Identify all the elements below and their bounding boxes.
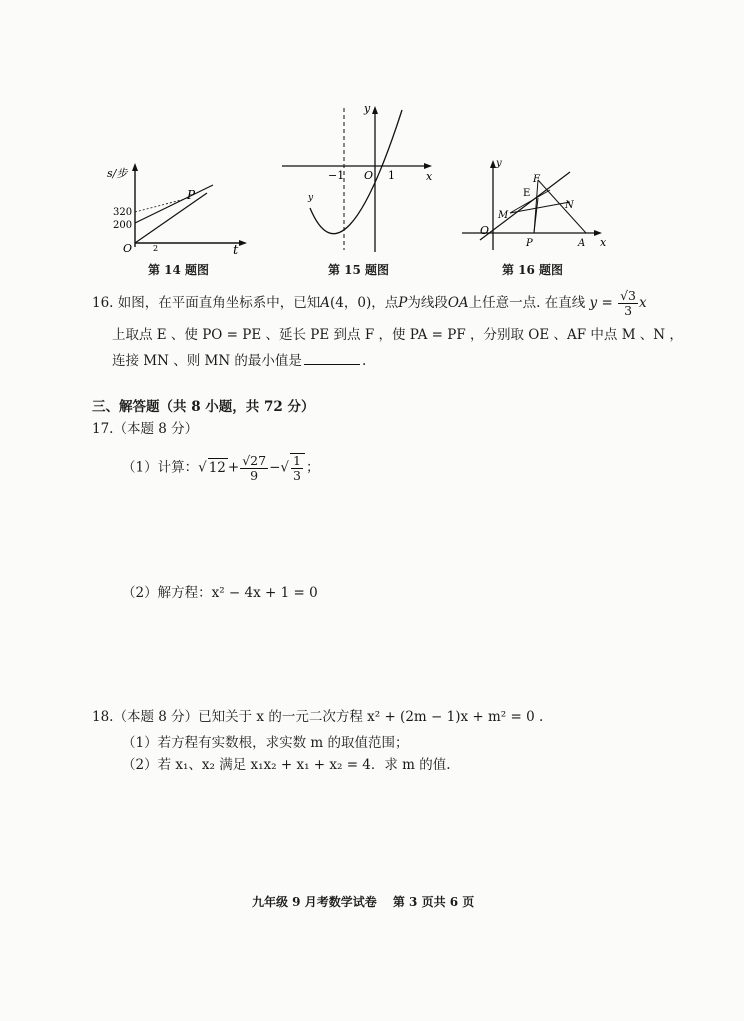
fig16-label-a: A [578,238,586,249]
q16-eq-numerator: √3 [620,288,637,303]
q17-p1-denominator: 9 [250,467,259,483]
fig14-x-label: t [233,243,239,255]
fig14-x-tick: 2 [153,244,159,253]
fig16-origin: O [480,224,490,237]
fig15-caption: 第 15 题图 [328,263,390,277]
fig16-y-label: y [496,158,502,169]
fig16-label-f: F [533,174,540,185]
q16-point-p: P [398,295,408,311]
q17-p1-label: （1）计算： [122,459,199,476]
q17-p1-radical: √ [198,459,207,476]
q16-line1 [92,289,647,318]
section3-title: 三、解答题（共 8 小题，共 72 分） [92,399,315,415]
fig14-tick-200: 200 [113,220,133,231]
q17-p1-plus: + [227,459,240,476]
q17-p1-denominator2: 3 [293,468,301,483]
figure-14 [105,155,255,255]
fig15-tick-1: 1 [388,169,395,182]
fig15-y-label: y [364,102,371,115]
page-footer: 九年级 9 月考数学试卷 第 3 页共 6 页 [252,895,475,909]
figure-15 [278,100,438,258]
q17-p1-numerator: √27 [242,452,267,468]
fig16-label-n: N [565,200,574,211]
q16-answer-blank[interactable] [304,352,360,365]
fig16-label-m: M [498,210,509,221]
fig14-point-p: P [187,188,196,202]
q17-p1-end: ； [305,459,320,476]
q16-point-a: A [320,295,331,311]
q17-part1 [122,453,319,483]
fig14-caption: 第 14 题图 [148,263,210,277]
q17-p1-fraction [240,454,268,483]
q17-part2: （2）解方程：x² − 4x + 1 = 0 [122,585,318,601]
q17-p1-radical2: √ [280,459,289,476]
fig15-origin: O [364,169,374,182]
q16-line3-text: 连接 MN 、则 MN 的最小值是 [112,353,302,369]
fig16-label-p: P [526,238,533,249]
fig15-tick-neg1: −1 [328,169,345,182]
q18-head: 18.（本题 8 分）已知关于 x 的一元二次方程 x² + (2m − 1)x + m² = 0 . [92,709,544,725]
fig15-x-label: x [426,170,433,183]
q16-eq-y: y [589,295,598,311]
q16-line2: 上取点 E 、使 PO = PE 、延长 PE 到点 F ，使 PA = PF ，分别取 OE 、AF 中点 M 、N ， [112,327,683,343]
fig16-label-e: E [523,188,531,199]
q16-eq-fraction [618,289,638,318]
q16-text-c: (4，0)，点 [330,295,399,311]
fig16-x-label: x [600,236,607,249]
fig15-curve-label: y [308,193,314,203]
q18-part1: （1）若方程有实数根，求实数 m 的取值范围； [122,735,409,751]
q16-text-e: 为线段 [407,295,448,311]
q16-eq-equals: = [597,295,618,311]
q17-p1-minus: − [269,459,281,476]
fig16-caption: 第 16 题图 [502,263,564,277]
q16-line3 [112,352,366,370]
q16-text-g: 上任意一点. 在直线 [468,295,586,311]
q17-p1-radicand: 12 [208,459,226,476]
q16-eq-denominator: 3 [624,303,633,318]
fig14-y-label: s/步 [107,167,128,180]
q18-part2: （2）若 x₁、x₂ 满足 x₁x₂ + x₁ + x₂ = 4．求 m 的值. [122,757,451,773]
fig14-tick-320: 320 [113,207,133,218]
q17-head: 17.（本题 8 分） [92,421,199,437]
q16-eq-x: x [639,295,647,311]
q16-segment-oa: OA [447,295,469,311]
figure-16 [458,150,618,255]
q16-text-a: 16. 如图，在平面直角坐标系中，已知 [92,295,321,311]
fig14-origin: O [123,242,133,255]
q17-p1-fraction2 [290,453,305,483]
q16-line3-end: . [361,353,367,369]
q17-p1-numerator2: 1 [293,453,301,468]
